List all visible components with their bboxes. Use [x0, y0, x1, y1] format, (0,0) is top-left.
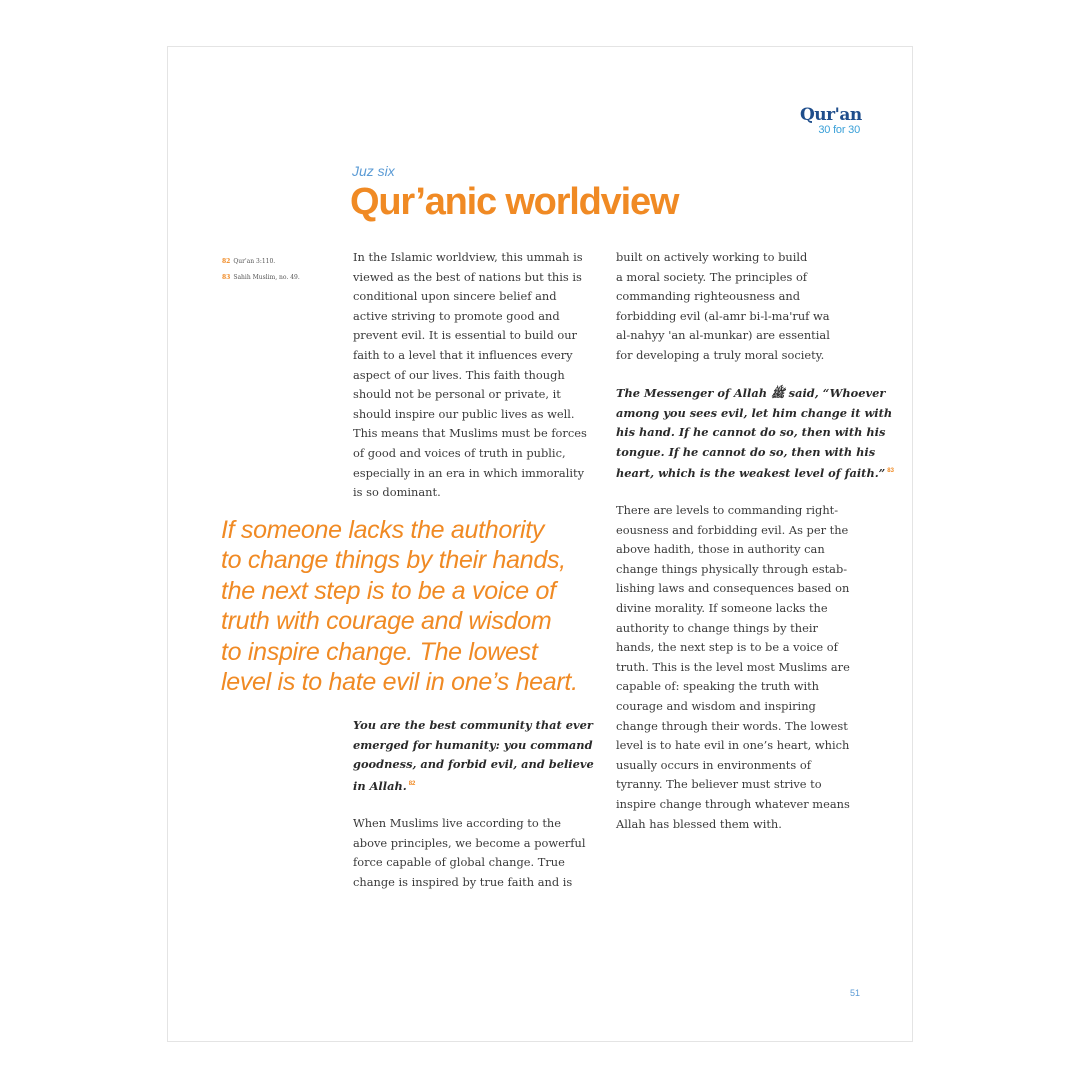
text-line: viewed as the best of nations but this is: [353, 269, 582, 284]
footnotes: [222, 254, 342, 286]
text-line: for developing a truly moral society.: [616, 347, 825, 362]
footnote-text: Qur'an 3:110.: [233, 258, 276, 265]
quote-line: [353, 775, 598, 796]
text-line: courage and wisdom and inspiring: [616, 698, 816, 713]
quote-line: You are the best community that ever: [353, 718, 593, 732]
text-line: aspect of our lives. This faith though: [353, 367, 565, 382]
text-line: In the Islamic worldview, this ummah is: [353, 250, 583, 264]
text-line: prevent evil. It is essential to build our: [353, 328, 578, 343]
quote-line: emerged for humanity: you command: [353, 737, 593, 752]
footnote-ref[interactable]: 83: [887, 468, 894, 475]
text-line: active striving to promote good and: [353, 308, 560, 323]
quote-line: his hand. If he cannot do so, then with his: [616, 425, 886, 440]
text-line: a moral society. The principles of: [616, 269, 808, 284]
quran-quote: [353, 716, 598, 796]
footnote-text: Sahih Muslim, no. 49.: [233, 274, 300, 281]
quote-line: among you sees evil, let him change it with: [616, 405, 893, 420]
body-column-principles: [353, 814, 598, 892]
text-line: forbidding evil (al-amr bi-l-ma'ruf wa: [616, 308, 830, 323]
pull-quote-line: truth with courage and wisdom: [221, 607, 552, 636]
text-line: above hadith, those in authority can: [616, 542, 825, 557]
text-line: inspire change through whatever means: [616, 796, 850, 811]
text-line: change things physically through estab-: [616, 561, 848, 576]
footnote-number: 82: [222, 258, 231, 265]
text-line: change through their words. The lowest: [616, 718, 848, 733]
text-line: divine morality. If someone lacks the: [616, 600, 828, 615]
text-line: commanding righteousness and: [616, 289, 801, 304]
pull-quote-line: to inspire change. The lowest: [221, 637, 538, 666]
text-line: capable of: speaking the truth with: [616, 679, 820, 694]
hadith-quote: [616, 384, 894, 484]
text-line: should not be personal or private, it: [353, 387, 561, 402]
pull-quote-line: the next step is to be a voice of: [221, 576, 556, 605]
pull-quote: [221, 515, 611, 697]
quote-line: tongue. If he cannot do so, then with his: [616, 444, 876, 459]
footnote-82: [222, 254, 342, 270]
text-line: authority to change things by their: [616, 620, 818, 635]
text-line: hands, the next step is to be a voice of: [616, 640, 838, 655]
body-column-moral-society: [616, 248, 866, 366]
footnote-83: [222, 270, 342, 286]
text-line: conditional upon sincere belief and: [353, 289, 557, 304]
quote-line: goodness, and forbid evil, and believe: [353, 757, 594, 772]
text-line: eousness and forbidding evil. As per the: [616, 522, 849, 537]
text-line: truth. This is the level most Muslims are: [616, 659, 850, 674]
text-line: of good and voices of truth in public,: [353, 445, 566, 460]
text-line: al-nahyy 'an al-munkar) are essential: [616, 328, 830, 343]
text-line: especially in an era in which immorality: [353, 465, 585, 480]
quote-line: The Messenger of Allah ﷺ said, “Whoever: [616, 386, 886, 400]
text-line: This means that Muslims must be forces: [353, 426, 587, 441]
pull-quote-line: level is to hate evil in one’s heart.: [221, 668, 578, 697]
logo-wordmark: Qur'an: [800, 105, 862, 125]
quote-line-text: in Allah.: [353, 778, 407, 793]
footnote-ref[interactable]: 82: [408, 780, 416, 787]
text-line: above principles, we become a powerful: [353, 835, 586, 850]
text-line: tyranny. The believer must strive to: [616, 777, 822, 792]
text-line: change is inspired by true faith and is: [353, 874, 573, 889]
text-line: usually occurs in environments of: [616, 757, 811, 772]
chapter-kicker: Juz six: [352, 163, 395, 179]
quote-line-text: heart, which is the weakest level of faith.”: [616, 466, 886, 481]
pull-quote-line: If someone lacks the authority: [221, 516, 545, 544]
footnote-number: 83: [222, 274, 231, 281]
text-line: There are levels to commanding right-: [616, 503, 839, 517]
text-line: is so dominant.: [353, 485, 441, 500]
text-line: should inspire our public lives as well.: [353, 406, 575, 421]
quote-line: [616, 462, 894, 483]
logo-subtitle: 30 for 30: [818, 124, 860, 136]
text-line: When Muslims live according to the: [353, 816, 561, 830]
text-line: level is to hate evil in one’s heart, which: [616, 738, 850, 753]
pull-quote-line: to change things by their hands,: [221, 546, 566, 575]
text-line: faith to a level that it influences every: [353, 347, 573, 362]
body-column-intro: [353, 248, 598, 503]
text-line: Allah has blessed them with.: [616, 816, 782, 831]
text-line: lishing laws and consequences based on: [616, 581, 850, 596]
text-line: built on actively working to build: [616, 250, 808, 264]
quran-30-for-30-logo: [800, 105, 860, 136]
text-line: force capable of global change. True: [353, 855, 565, 870]
page-title: Qur’anic worldview: [350, 181, 679, 223]
body-column-levels: [616, 501, 866, 834]
page-number: 51: [849, 988, 860, 998]
